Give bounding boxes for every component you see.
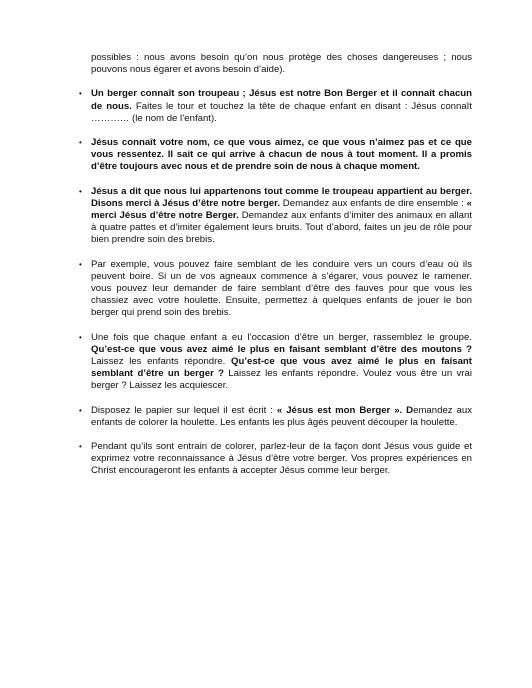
bullet-icon: • bbox=[79, 259, 82, 269]
bullet-list bbox=[79, 88, 472, 477]
bullet-paragraph bbox=[79, 331, 472, 393]
bullet-icon: • bbox=[79, 332, 82, 342]
bold-text: Qu’est-ce que vous avez aimé le plus en faisant semblant d’être un berger ? bbox=[91, 356, 472, 380]
body-text: emandez aux enfants de colorer la houlette. Les enfants les plus âgés peuvent découper la houlette. bbox=[91, 404, 472, 428]
bullet-icon: • bbox=[79, 442, 82, 452]
body-text: Disposez le papier sur lequel il est écrit : bbox=[91, 404, 277, 416]
continuation-paragraph: possibles : nous avons besoin qu’on nous protège des choses dangereuses ; nous pouvons nous égarer et avons besoin d’aide). bbox=[91, 52, 472, 76]
bullet-icon: • bbox=[79, 186, 82, 196]
body-text: Laissez les enfants répondre. Voulez vous être un vrai berger ? Laissez les acquiescer. bbox=[91, 368, 472, 392]
bullet-icon: • bbox=[79, 89, 82, 99]
bullet-icon: • bbox=[79, 138, 82, 148]
body-text: Demandez aux enfants de dire ensemble : bbox=[280, 197, 467, 209]
bullet-icon: • bbox=[79, 405, 82, 415]
bold-text: Jésus a dit que nous lui appartenons tout comme le troupeau appartient au berger. Disons merci à Jésus d’être notre berger. bbox=[91, 185, 472, 209]
body-text: Laissez les enfants répondre. bbox=[91, 356, 231, 368]
body-text: Pendant qu’ils sont entrain de colorer, parlez-leur de la façon dont Jésus vous guide et exprimez votre reconnaissance à Jésus d’être votre berger. Vos propres expériences en Christ encourageront les enfants à accepter Jésus comme leur berger. bbox=[91, 441, 472, 477]
bold-text: Jésus connaît votre nom, ce que vous aimez, ce que vous n’aimez pas et ce que vous ressentez. Il sait ce qui arrive à chacun de nous à tout moment. Il a promis d’être toujours avec nous et de prendre soin de nous à chaque moment. bbox=[91, 137, 472, 173]
bold-text: Qu’est-ce que vous avez aimé le plus en faisant semblant d’être des moutons ? bbox=[91, 343, 472, 355]
bullet-paragraph bbox=[79, 258, 472, 320]
body-text: Par exemple, vous pouvez faire semblant de les conduire vers un cours d’eau où ils peuvent boire. Si un de vos agneaux commence à s’égarer, vous pouvez le ramener. vous pouvez leur demander de faire semblant d’être des fauves pour que vous les chassiez avec votre houlette. Ensuite, permettez à quelques enfants de jouer le bon berger qui prend soin des brebis. bbox=[91, 258, 472, 319]
bullet-paragraph bbox=[79, 185, 472, 247]
body-text: Demandez aux enfants d’imiter des animaux en allant à quatre pattes et d’imiter également leurs bruits. Tout d’abord, faites un jeu de rôle pour bien prendre soin des brebis. bbox=[91, 210, 472, 246]
bold-text: « merci Jésus d’être notre Berger. bbox=[91, 197, 472, 222]
bullet-paragraph bbox=[79, 441, 472, 478]
bullet-paragraph bbox=[79, 137, 472, 174]
bold-text: Un berger connaît son troupeau ; Jésus est notre Bon Berger et il connaît chacun de nous. bbox=[91, 88, 472, 112]
body-text: Une fois que chaque enfant a eu l’occasion d’être un berger, rassemblez le groupe. bbox=[91, 331, 472, 343]
bold-text: « Jésus est mon Berger ». D bbox=[276, 404, 414, 416]
body-text: Faites le tour et touchez la tête de chaque enfant en disant : Jésus connaît ………… (le nom de l’enfant). bbox=[91, 100, 472, 124]
bullet-paragraph bbox=[79, 88, 472, 125]
bullet-paragraph bbox=[79, 404, 472, 429]
